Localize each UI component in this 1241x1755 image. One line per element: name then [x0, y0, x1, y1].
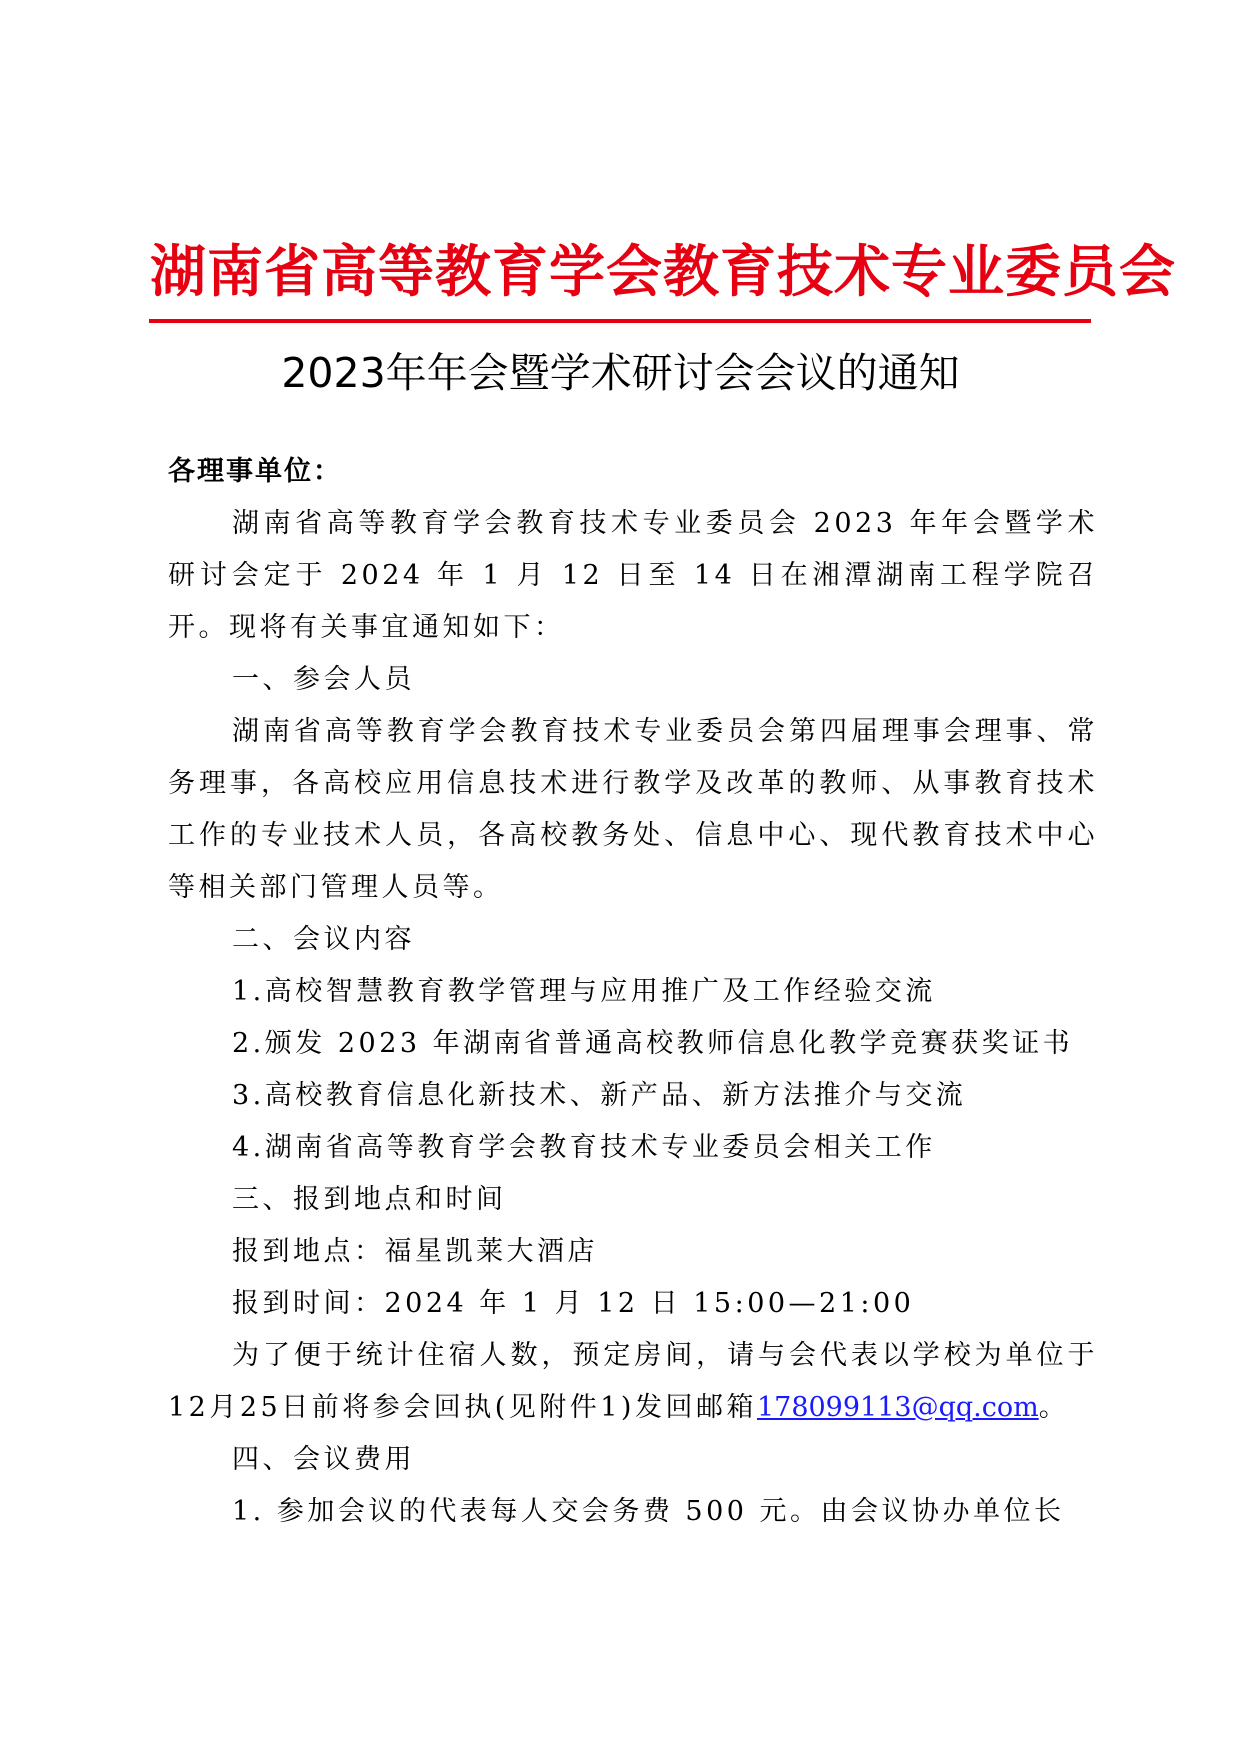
- registration-location: 报到地点：福星凯莱大酒店: [232, 1236, 598, 1267]
- section-heading-attendees: 一、参会人员: [232, 664, 415, 695]
- document-title: 2023年年会暨学术研讨会会议的通知: [281, 349, 960, 397]
- section-heading-content: 二、会议内容: [232, 924, 415, 955]
- section-heading-registration: 三、报到地点和时间: [232, 1184, 507, 1215]
- content-item: 4.湖南省高等教育学会教育技术专业委员会相关工作: [232, 1132, 936, 1163]
- registration-note: [168, 1330, 1098, 1434]
- salutation: 各理事单位：: [168, 456, 342, 487]
- section-heading-fees: 四、会议费用: [232, 1444, 415, 1475]
- content-item: 1.高校智慧教育教学管理与应用推广及工作经验交流: [232, 976, 936, 1007]
- organization-header: 湖南省高等教育学会教育技术专业委员会: [150, 239, 1176, 305]
- email-link[interactable]: 178099113@qq.com: [756, 1392, 1039, 1423]
- attendees-paragraph: 湖南省高等教育学会教育技术专业委员会第四届理事会理事、常务理事，各高校应用信息技术进行教学及改革的教师、从事教育技术工作的专业技术人员，各高校教务处、信息中心、现代教育技术中心等相关部门管理人员等。: [168, 716, 1098, 903]
- red-header-rule: [149, 319, 1091, 323]
- registration-time: 报到时间：2024 年 1 月 12 日 15:00—21:00: [232, 1288, 915, 1319]
- intro-paragraph: 湖南省高等教育学会教育技术专业委员会 2023 年年会暨学术研讨会定于 2024 年 1 月 12 日至 14 日在湘潭湖南工程学院召开。现将有关事宜通知如下：: [168, 508, 1098, 643]
- document-body: [168, 446, 1098, 1538]
- registration-note-text: 为了便于统计住宿人数，预定房间，请与会代表以学校为单位于12月25日前将参会回执(见附件1)发回邮箱: [168, 1340, 1098, 1423]
- content-item: 3.高校教育信息化新技术、新产品、新方法推介与交流: [232, 1080, 967, 1111]
- registration-note-end: 。: [1038, 1392, 1070, 1423]
- content-item: 2.颁发 2023 年湖南省普通高校教师信息化教学竞赛获奖证书: [232, 1028, 1074, 1059]
- fee-item: 1. 参加会议的代表每人交会务费 500 元。由会议协办单位长: [232, 1496, 1065, 1527]
